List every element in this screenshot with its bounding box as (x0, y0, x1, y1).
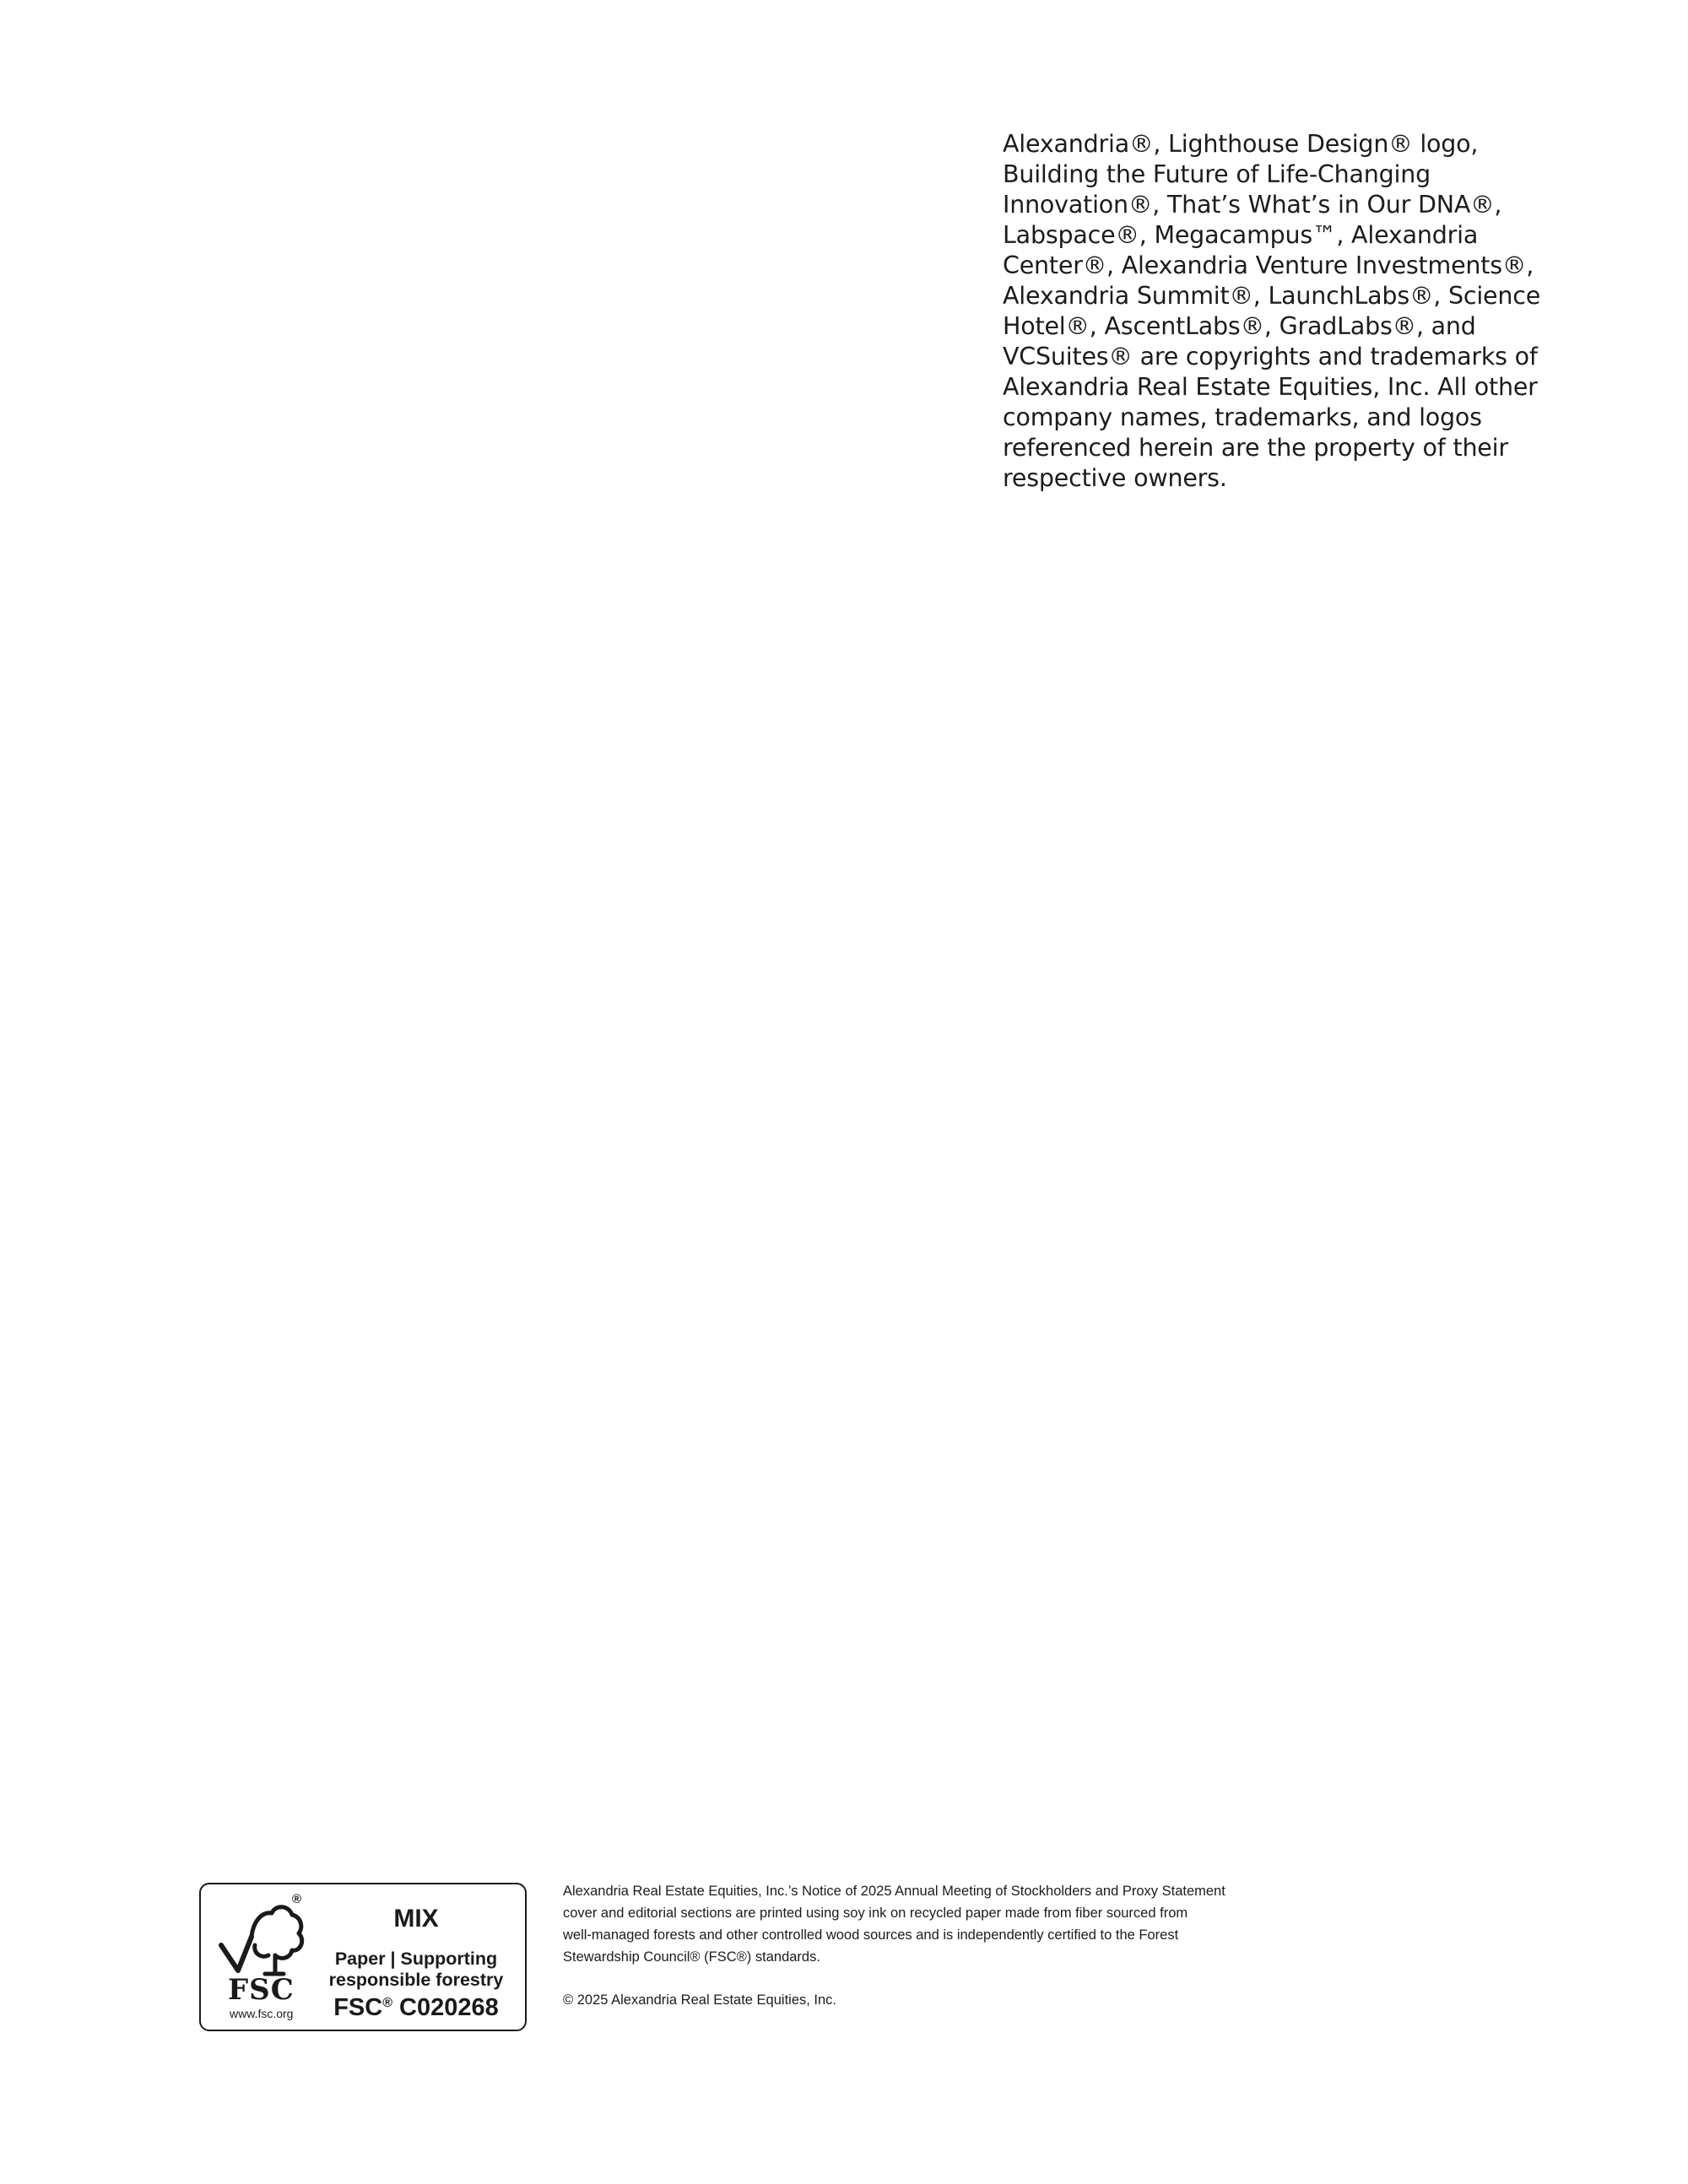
fsc-description-line: responsible forestry (328, 1970, 504, 1990)
fsc-certification-label (199, 1883, 527, 2031)
trademark-line: Alexandria Summit®, LaunchLabs®, Science (1003, 282, 1541, 310)
trademark-notice (1003, 129, 1541, 494)
trademark-line: Hotel®, AscentLabs®, GradLabs®, and (1003, 312, 1476, 340)
trademark-line: Building the Future of Life-Changing (1003, 160, 1431, 188)
trademark-line: Center®, Alexandria Venture Investments®, (1003, 251, 1534, 279)
print-notice (563, 1880, 1289, 1968)
trademark-line: company names, trademarks, and logos (1003, 403, 1482, 431)
trademark-line: VCSuites® are copyrights and trademarks of (1003, 343, 1538, 370)
fsc-url: www.fsc.org (230, 2007, 294, 2020)
trademark-line: referenced herein are the property of their (1003, 434, 1508, 462)
trademark-line: Innovation®, That’s What’s in Our DNA®, (1003, 191, 1502, 219)
fsc-code-number: C020268 (392, 1994, 499, 2021)
print-notice-line: cover and editorial sections are printed using soy ink on recycled paper made from fiber sourced from (563, 1906, 1188, 1921)
copyright-notice: © 2025 Alexandria Real Estate Equities, Inc. (563, 1992, 837, 2008)
fsc-description (311, 1949, 522, 1991)
fsc-code-prefix: FSC (333, 1994, 383, 2021)
print-notice-line: well-managed forests and other controlled wood sources and is independently certified to the Forest (563, 1927, 1179, 1943)
fsc-code-registered: ® (382, 1996, 392, 2010)
trademark-line: respective owners. (1003, 464, 1227, 492)
fsc-wordmark: FSC (228, 1973, 295, 2007)
fsc-registered-mark: ® (292, 1892, 302, 1906)
print-notice-line: Stewardship Council® (FSC®) standards. (563, 1949, 820, 1965)
fsc-mix-label: MIX (393, 1905, 439, 1933)
trademark-line: Alexandria Real Estate Equities, Inc. All other (1003, 373, 1538, 401)
fsc-label-text (311, 1884, 522, 2030)
print-notice-line: Alexandria Real Estate Equities, Inc.’s Notice of 2025 Annual Meeting of Stockholders and Proxy Statement (563, 1884, 1225, 1899)
fsc-description-line: Paper | Supporting (334, 1949, 498, 1969)
trademark-line: Alexandria®, Lighthouse Design® logo, (1003, 130, 1479, 158)
fsc-license-code (311, 1996, 522, 2020)
trademark-line: Labspace®, Megacampus™, Alexandria (1003, 221, 1479, 249)
